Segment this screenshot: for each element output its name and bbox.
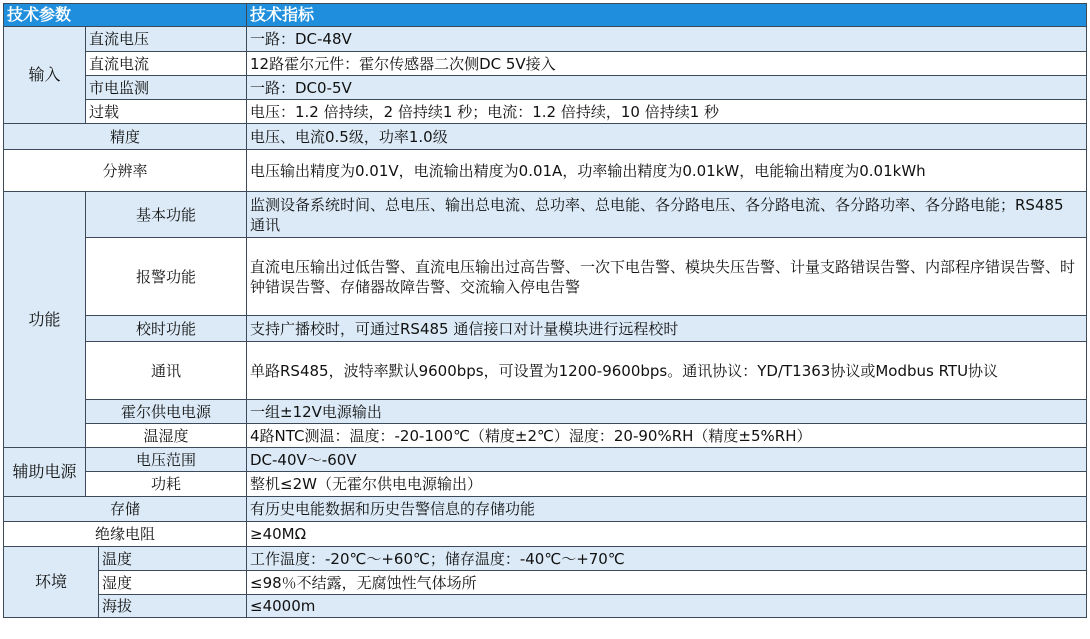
spec-table — [3, 3, 1087, 618]
table-row — [4, 522, 1087, 547]
param-name: 通讯 — [86, 342, 247, 400]
table-row — [4, 27, 1087, 52]
table-row — [4, 76, 1087, 100]
group-function: 功能 — [4, 192, 86, 448]
table-row — [4, 100, 1087, 124]
param-name: 市电监测 — [86, 76, 247, 100]
table-row — [4, 472, 1087, 497]
table-row — [4, 547, 1087, 571]
param-value: 支持广播校时，可通过RS485 通信接口对计量模块进行远程校时 — [247, 316, 1087, 342]
table-row — [4, 342, 1087, 400]
group-environment: 环境 — [4, 547, 99, 618]
param-name: 报警功能 — [86, 238, 247, 316]
param-value: 监测设备系统时间、总电压、输出总电流、总功率、总电能、各分路电压、各分路电流、各分路功率、各分路电能；RS485 通讯 — [247, 192, 1087, 238]
param-value: 12路霍尔元件：霍尔传感器二次侧DC 5V接入 — [247, 52, 1087, 76]
param-value: 电压：1.2 倍持续，2 倍持续1 秒；电流：1.2 倍持续，10 倍持续1 秒 — [247, 100, 1087, 124]
param-value: 一组±12V电源输出 — [247, 400, 1087, 424]
table-row — [4, 124, 1087, 150]
param-value: 4路NTC测温：温度：-20-100℃（精度±2℃）湿度：20-90%RH（精度±5%RH） — [247, 424, 1087, 448]
param-name: 精度 — [4, 124, 247, 150]
table-row — [4, 52, 1087, 76]
group-input: 输入 — [4, 27, 86, 124]
param-value: 有历史电能数据和历史告警信息的存储功能 — [247, 497, 1087, 522]
group-aux-power: 辅助电源 — [4, 448, 86, 497]
param-name: 湿度 — [99, 571, 247, 595]
header-spec: 技术指标 — [247, 4, 1087, 27]
param-name: 基本功能 — [86, 192, 247, 238]
param-value: 电压、电流0.5级，功率1.0级 — [247, 124, 1087, 150]
param-name: 直流电压 — [86, 27, 247, 52]
param-value: 直流电压输出过低告警、直流电压输出过高告警、一次下电告警、模块失压告警、计量支路错误告警、内部程序错误告警、时钟错误告警、存储器故障告警、交流输入停电告警 — [247, 238, 1087, 316]
param-value: 工作温度：-20℃～+60℃；储存温度：-40℃～+70℃ — [247, 547, 1087, 571]
param-name: 存储 — [4, 497, 247, 522]
table-row — [4, 400, 1087, 424]
param-name: 过载 — [86, 100, 247, 124]
param-value: 整机≤2W（无霍尔供电电源输出） — [247, 472, 1087, 497]
param-value: ≥40MΩ — [247, 522, 1087, 547]
param-name: 校时功能 — [86, 316, 247, 342]
param-value: ≤98％不结露，无腐蚀性气体场所 — [247, 571, 1087, 595]
param-value: 一路：DC0-5V — [247, 76, 1087, 100]
header-param: 技术参数 — [4, 4, 247, 27]
param-value: 一路：DC-48V — [247, 27, 1087, 52]
table-row — [4, 497, 1087, 522]
table-row — [4, 448, 1087, 472]
param-name: 绝缘电阻 — [4, 522, 247, 547]
param-value: 电压输出精度为0.01V，电流输出精度为0.01A，功率输出精度为0.01kW，电能输出精度为0.01kWh — [247, 150, 1087, 192]
param-value: DC-40V～-60V — [247, 448, 1087, 472]
param-name: 电压范围 — [86, 448, 247, 472]
table-row — [4, 424, 1087, 448]
table-row — [4, 238, 1087, 316]
param-name: 功耗 — [86, 472, 247, 497]
table-row — [4, 192, 1087, 238]
param-name: 温湿度 — [86, 424, 247, 448]
param-value: ≤4000m — [247, 595, 1087, 618]
table-row — [4, 595, 1087, 618]
table-row — [4, 150, 1087, 192]
param-value: 单路RS485，波特率默认9600bps，可设置为1200-9600bps。通讯协议：YD/T1363协议或Modbus RTU协议 — [247, 342, 1087, 400]
param-name: 霍尔供电电源 — [86, 400, 247, 424]
param-name: 直流电流 — [86, 52, 247, 76]
param-name: 温度 — [99, 547, 247, 571]
table-row — [4, 316, 1087, 342]
table-row — [4, 571, 1087, 595]
param-name: 海拔 — [99, 595, 247, 618]
param-name: 分辨率 — [4, 150, 247, 192]
header-row — [4, 4, 1087, 27]
